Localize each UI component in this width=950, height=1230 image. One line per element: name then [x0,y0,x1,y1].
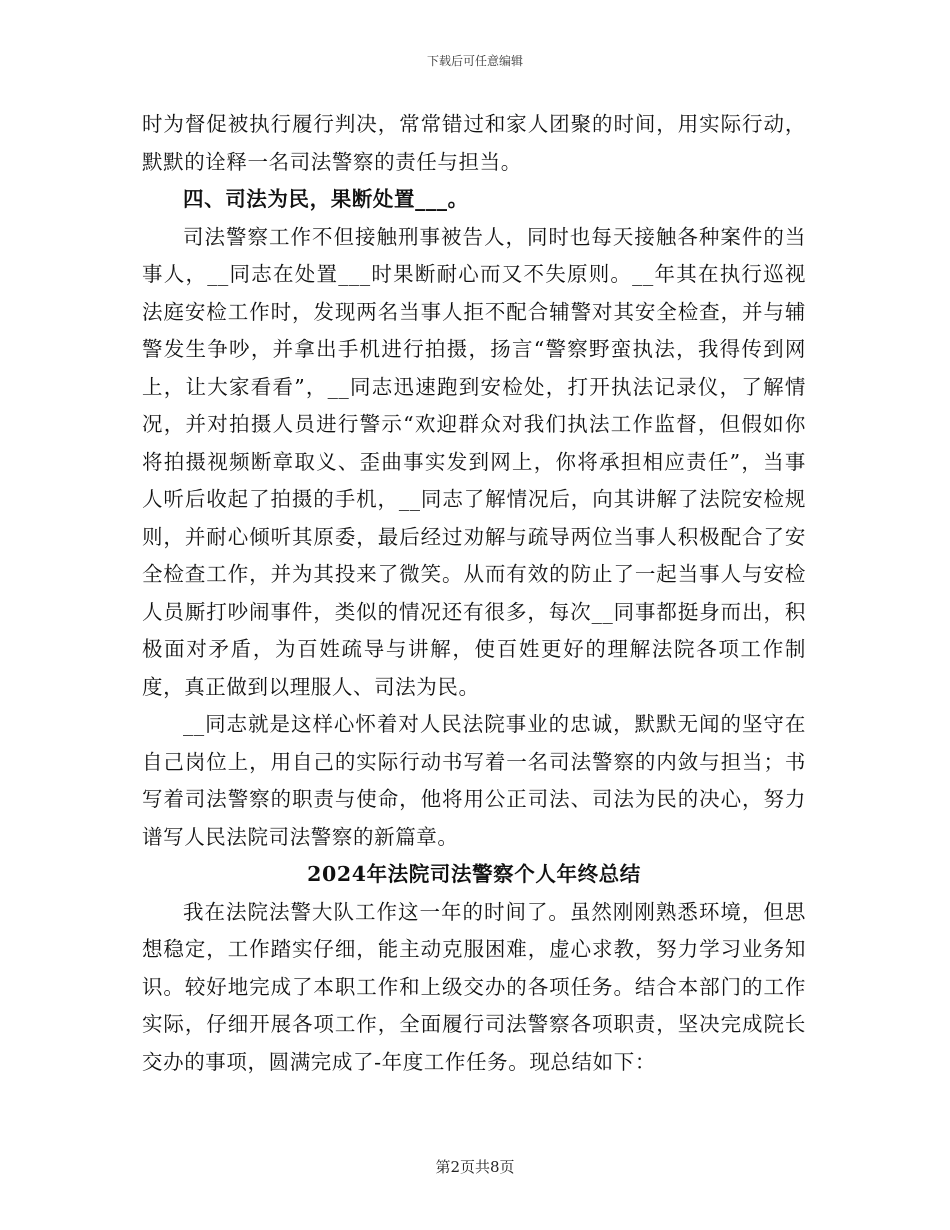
document-title: 2024年法院司法警察个人年终总结 [307,862,641,886]
paragraph-conclusion: __同志就是这样心怀着对人民法院事业的忠诚，默默无闻的坚守在自己岗位上，用自己的实际行动书写着一名司法警察的内敛与担当；书写着司法警察的职责与使命，他将用公正司法、司法为民的决心，努力谱写人民法院司法警察的新篇章。 [142,712,806,849]
paragraph-security-check: 司法警察工作不但接触刑事被告人，同时也每天接触各种案件的当事人，__同志在处置___时果断耐心而又不失原则。__年其在执行巡视法庭安检工作时，发现两名当事人拒不配合辅警对其安全检查，并与辅警发生争吵，并拿出手机进行拍摄，扬言“警察野蛮执法，我得传到网上，让大家看看”，__同志迅速跑到安检处，打开执法记录仪，了解情况，并对拍摄人员进行警示“欢迎群众对我们执法工作监督，但假如你将拍摄视频断章取义、歪曲事实发到网上，你将承担相应责任”，当事人听后收起了拍摄的手机，__同志了解情况后，向其讲解了法院安检规则，并耐心倾听其原委，最后经过劝解与疏导两位当事人积极配合了安全检查工作，并为其投来了微笑。从而有效的防止了一起当事人与安检人员厮打吵闹事件，类似的情况还有很多，每次__同事都挺身而出，积极面对矛盾，为百姓疏导与讲解，使百姓更好的理解法院各项工作制度，真正做到以理服人、司法为民。 [142,224,806,699]
page-header: 下载后可任意编辑 [426,54,523,68]
section-heading-4: 四、司法为民，果断处置___。 [183,187,469,211]
document-body [142,106,806,1081]
page-footer: 第2页共8页 [435,1158,515,1176]
paragraph-continuation: 时为督促被执行履行判决，常常错过和家人团聚的时间，用实际行动，默默的诠释一名司法警察的责任与担当。 [142,112,806,174]
paragraph-intro: 我在法院法警大队工作这一年的时间了。虽然刚刚熟悉环境，但思想稳定，工作踏实仔细，能主动克服困难，虚心求教，努力学习业务知识。较好地完成了本职工作和上级交办的各项任务。结合本部门的工作实际，仔细开展各项工作，全面履行司法警察各项职责，坚决完成院长交办的事项，圆满完成了-年度工作任务。现总结如下： [142,899,806,1074]
